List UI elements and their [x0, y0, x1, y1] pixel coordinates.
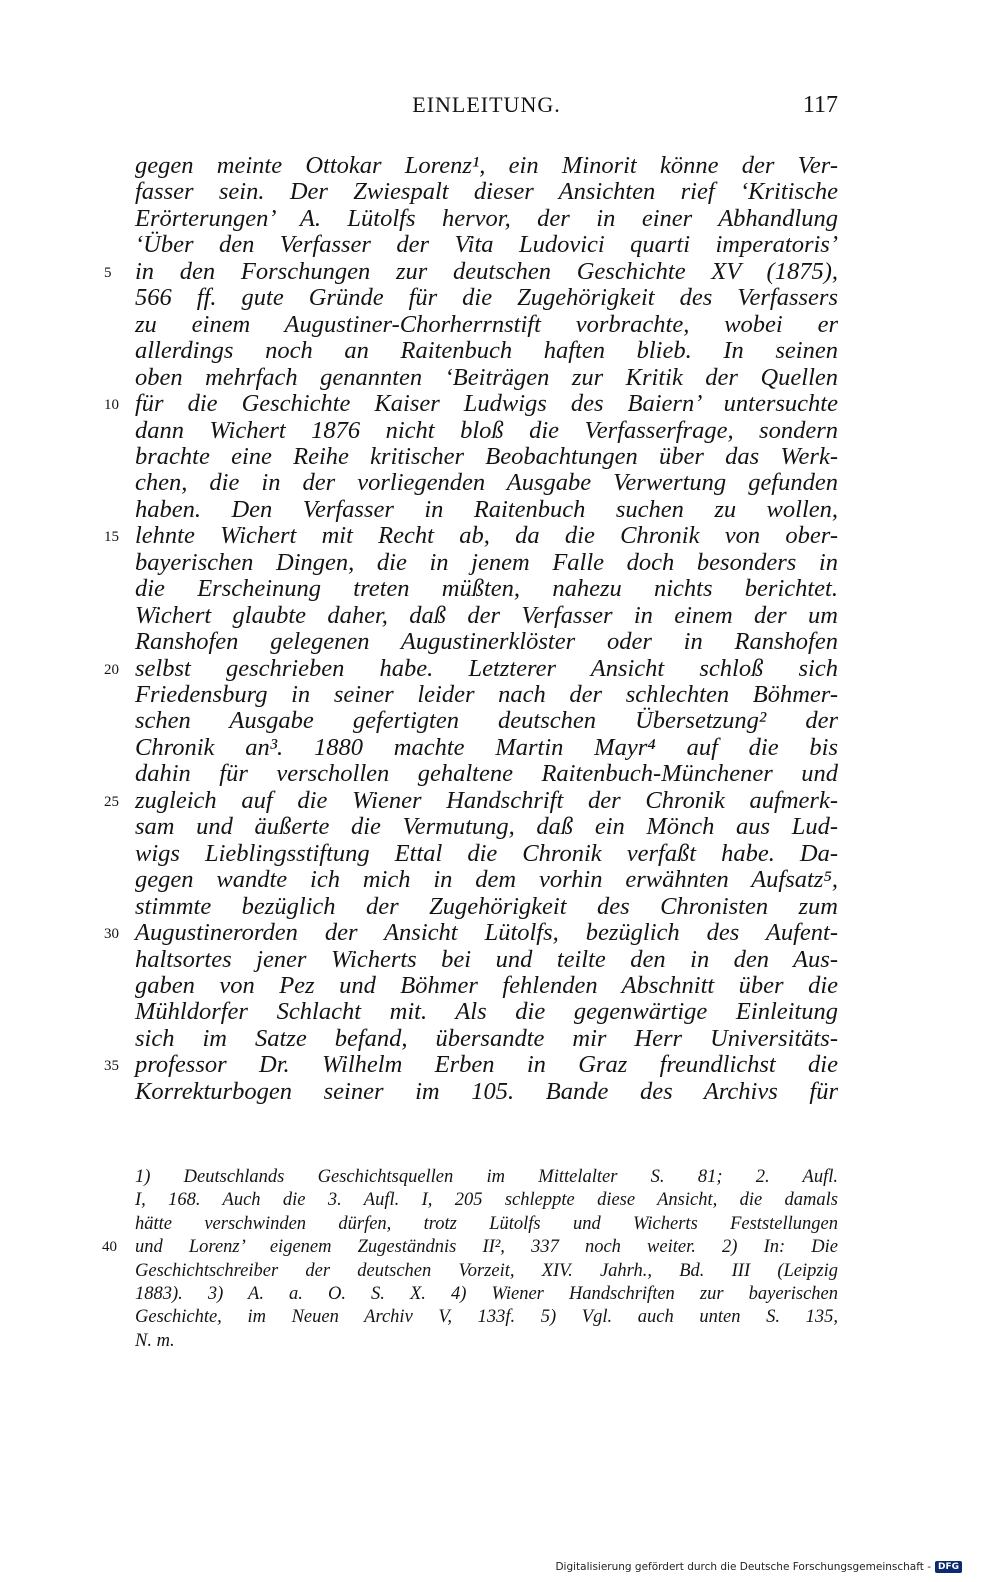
footnote-line: N. m. [135, 1330, 175, 1351]
footnote-line: hätte verschwinden dürfen, trotz Lütolfs und Wicherts Feststellungen [135, 1213, 838, 1234]
footnote-line: I, 168. Auch die 3. Aufl. I, 205 schleppte diese Ansicht, die damals [135, 1190, 838, 1211]
body-line: dann Wichert 1876 nicht bloß die Verfasserfrage, sondern [135, 416, 838, 444]
margin-line-number: 20 [104, 661, 119, 678]
body-line: sam und äußerte die Vermutung, daß ein Mönch aus Lud- [135, 813, 838, 841]
page-number: 117 [802, 92, 838, 118]
margin-line-number: 5 [104, 264, 112, 281]
margin-line-number: 35 [104, 1058, 119, 1075]
body-line: zugleich auf die Wiener Handschrift der Chronik aufmerk- [135, 786, 838, 814]
body-line: in den Forschungen zur deutschen Geschichte XV (1875), [135, 257, 838, 285]
body-line: lehnte Wichert mit Recht ab, da die Chronik von ober- [135, 522, 838, 550]
margin-line-number: 25 [104, 793, 119, 810]
body-line: schen Ausgabe gefertigten deutschen Übersetzung² der [135, 707, 838, 735]
footnote-line: Geschichte, im Neuen Archiv V, 133f. 5) Vgl. auch unten S. 135, [135, 1307, 838, 1328]
footnote-line: und Lorenz’ eigenem Zugeständnis II², 337 noch weiter. 2) In: Die [135, 1237, 838, 1258]
body-line: ‘Über den Verfasser der Vita Ludovici quarti imperatoris’ [135, 231, 838, 259]
body-line: Erörterungen’ A. Lütolfs hervor, der in einer Abhandlung [135, 204, 838, 232]
body-line: allerdings noch an Raitenbuch haften blieb. In seinen [135, 337, 838, 365]
body-line: Mühldorfer Schlacht mit. Als die gegenwärtige Einleitung [135, 998, 838, 1026]
body-line: Friedensburg in seiner leider nach der schlechten Böhmer- [135, 681, 838, 708]
footnote-line: 1883). 3) A. a. O. S. X. 4) Wiener Handschriften zur bayerischen [135, 1284, 838, 1304]
body-line: gegen meinte Ottokar Lorenz¹, ein Minorit könne der Ver- [135, 152, 838, 179]
body-line: zu einem Augustiner-Chorherrnstift vorbrachte, wobei er [135, 310, 838, 338]
body-line: für die Geschichte Kaiser Ludwigs des Baiern’ untersuchte [135, 390, 838, 418]
body-line: Korrekturbogen seiner im 105. Bande des Archivs für [135, 1077, 838, 1105]
body-line: Chronik an³. 1880 machte Martin Mayr⁴ auf die bis [135, 733, 838, 761]
body-line: professor Dr. Wilhelm Erben in Graz freundlichst die [135, 1051, 838, 1079]
margin-line-number: 30 [104, 926, 119, 943]
body-line: wigs Lieblingsstiftung Ettal die Chronik verfaßt habe. Da- [135, 839, 838, 867]
page-header [135, 92, 838, 126]
running-title: EINLEITUNG. [412, 92, 561, 117]
body-line: oben mehrfach genannten ‘Beiträgen zur Kritik der Quellen [135, 363, 838, 391]
footnote-line: 1) Deutschlands Geschichtsquellen im Mittelalter S. 81; 2. Aufl. [135, 1167, 838, 1187]
body-line: haben. Den Verfasser in Raitenbuch suchen zu wollen, [135, 495, 838, 523]
body-line: bayerischen Dingen, die in jenem Falle doch besonders in [135, 548, 838, 576]
body-line: stimmte bezüglich der Zugehörigkeit des Chronisten zum [135, 892, 838, 920]
body-line: fasser sein. Der Zwiespalt dieser Ansichten rief ‘Kritische [135, 178, 838, 206]
body-line: Augustinerorden der Ansicht Lütolfs, bezüglich des Aufent- [135, 919, 838, 947]
body-line: gegen wandte ich mich in dem vorhin erwähnten Aufsatz⁵, [135, 866, 838, 894]
body-line: Ranshofen gelegenen Augustinerklöster oder in Ranshofen [135, 628, 838, 656]
footnote-margin-line-number: 40 [102, 1239, 117, 1256]
margin-line-number: 15 [104, 529, 119, 546]
digitization-note: Digitalisierung gefördert durch die Deutsche Forschungsgemeinschaft - [555, 1561, 931, 1573]
body-line: haltsortes jener Wicherts bei und teilte den in den Aus- [135, 945, 838, 973]
body-line: selbst geschrieben habe. Letzterer Ansicht schloß sich [135, 654, 838, 682]
body-line: brachte eine Reihe kritischer Beobachtungen über das Werk- [135, 442, 838, 470]
body-line: 566 ff. gute Gründe für die Zugehörigkeit des Verfassers [135, 284, 838, 312]
dfg-logo-icon: DFG [935, 1561, 962, 1573]
body-line: die Erscheinung treten müßten, nahezu nichts berichtet. [135, 575, 838, 603]
body-line: chen, die in der vorliegenden Ausgabe Verwertung gefunden [135, 469, 838, 497]
body-line: dahin für verschollen gehaltene Raitenbuch-Münchener und [135, 760, 838, 788]
body-line: sich im Satze befand, übersandte mir Herr Universitäts- [135, 1024, 838, 1052]
digitization-credit [555, 1558, 962, 1576]
margin-line-number: 10 [104, 397, 119, 414]
body-line: gaben von Pez und Böhmer fehlenden Abschnitt über die [135, 971, 838, 999]
footnote-line: Geschichtschreiber der deutschen Vorzeit, XIV. Jahrh., Bd. III (Leipzig [135, 1260, 838, 1281]
body-line: Wichert glaubte daher, daß der Verfasser in einem der um [135, 601, 838, 629]
